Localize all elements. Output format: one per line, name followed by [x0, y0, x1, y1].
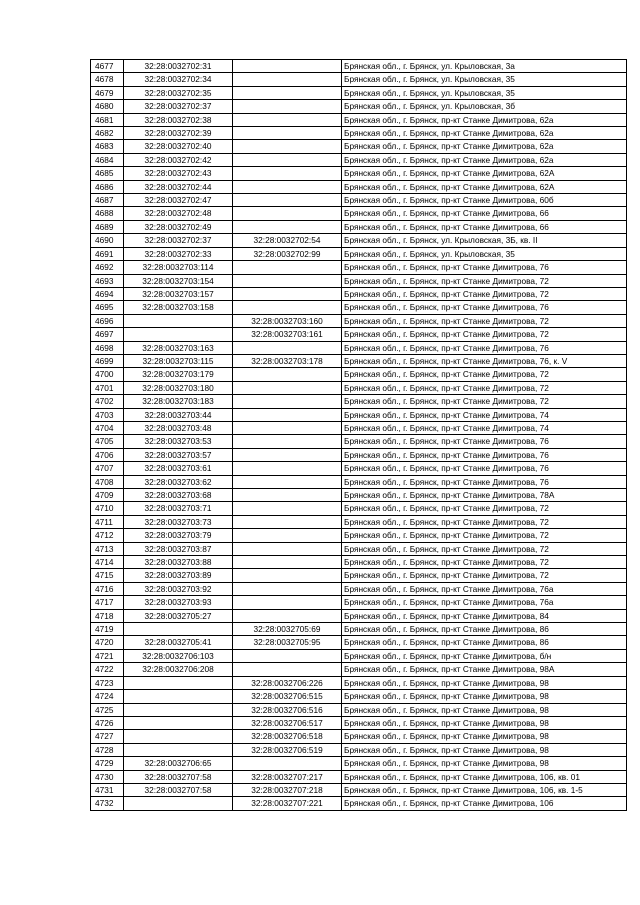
land-cadastral-number-cell: 32:28:0032707:58 — [124, 770, 233, 783]
address-cell: Брянская обл., г. Брянск, пр-кт Станке Димитрова, 76, к. V — [342, 354, 627, 367]
table-row — [91, 663, 627, 676]
object-cadastral-number-cell — [233, 60, 342, 73]
row-number-cell: 4702 — [91, 395, 124, 408]
address-cell: Брянская обл., г. Брянск, пр-кт Станке Димитрова, 72 — [342, 287, 627, 300]
row-number-cell: 4706 — [91, 448, 124, 461]
land-cadastral-number-cell: 32:28:0032703:68 — [124, 489, 233, 502]
land-cadastral-number-cell: 32:28:0032703:154 — [124, 274, 233, 287]
table-row — [91, 797, 627, 810]
table-row — [91, 180, 627, 193]
land-cadastral-number-cell: 32:28:0032702:37 — [124, 234, 233, 247]
address-cell: Брянская обл., г. Брянск, пр-кт Станке Димитрова, 72 — [342, 328, 627, 341]
address-cell: Брянская обл., г. Брянск, пр-кт Станке Димитрова, 72 — [342, 274, 627, 287]
address-cell: Брянская обл., г. Брянск, пр-кт Станке Димитрова, 72 — [342, 569, 627, 582]
object-cadastral-number-cell — [233, 287, 342, 300]
row-number-cell: 4712 — [91, 529, 124, 542]
table-row — [91, 274, 627, 287]
row-number-cell: 4731 — [91, 783, 124, 796]
table-row — [91, 127, 627, 140]
table-row — [91, 582, 627, 595]
address-cell: Брянская обл., г. Брянск, пр-кт Станке Димитрова, 72 — [342, 556, 627, 569]
table-row — [91, 757, 627, 770]
row-number-cell: 4725 — [91, 703, 124, 716]
table-row — [91, 676, 627, 689]
object-cadastral-number-cell — [233, 649, 342, 662]
row-number-cell: 4719 — [91, 623, 124, 636]
table-row — [91, 167, 627, 180]
object-cadastral-number-cell: 32:28:0032702:54 — [233, 234, 342, 247]
row-number-cell: 4726 — [91, 716, 124, 729]
land-cadastral-number-cell: 32:28:0032702:49 — [124, 220, 233, 233]
address-cell: Брянская обл., г. Брянск, ул. Крыловская, 3б — [342, 100, 627, 113]
object-cadastral-number-cell: 32:28:0032707:217 — [233, 770, 342, 783]
address-cell: Брянская обл., г. Брянск, пр-кт Станке Димитрова, 76 — [342, 475, 627, 488]
object-cadastral-number-cell: 32:28:0032706:226 — [233, 676, 342, 689]
row-number-cell: 4723 — [91, 676, 124, 689]
address-cell: Брянская обл., г. Брянск, пр-кт Станке Димитрова, 76 — [342, 462, 627, 475]
row-number-cell: 4700 — [91, 368, 124, 381]
row-number-cell: 4714 — [91, 556, 124, 569]
property-register-table — [90, 59, 627, 811]
land-cadastral-number-cell: 32:28:0032706:208 — [124, 663, 233, 676]
land-cadastral-number-cell: 32:28:0032703:57 — [124, 448, 233, 461]
row-number-cell: 4717 — [91, 596, 124, 609]
land-cadastral-number-cell: 32:28:0032703:79 — [124, 529, 233, 542]
object-cadastral-number-cell — [233, 542, 342, 555]
table-row — [91, 354, 627, 367]
object-cadastral-number-cell: 32:28:0032702:99 — [233, 247, 342, 260]
land-cadastral-number-cell: 32:28:0032703:163 — [124, 341, 233, 354]
table-row — [91, 86, 627, 99]
land-cadastral-number-cell: 32:28:0032703:89 — [124, 569, 233, 582]
row-number-cell: 4705 — [91, 435, 124, 448]
land-cadastral-number-cell: 32:28:0032702:43 — [124, 167, 233, 180]
row-number-cell: 4698 — [91, 341, 124, 354]
address-cell: Брянская обл., г. Брянск, пр-кт Станке Димитрова, 62а — [342, 127, 627, 140]
table-row — [91, 207, 627, 220]
table-row — [91, 569, 627, 582]
object-cadastral-number-cell — [233, 140, 342, 153]
land-cadastral-number-cell: 32:28:0032702:47 — [124, 194, 233, 207]
land-cadastral-number-cell — [124, 716, 233, 729]
object-cadastral-number-cell — [233, 301, 342, 314]
address-cell: Брянская обл., г. Брянск, пр-кт Станке Димитрова, 86 — [342, 623, 627, 636]
row-number-cell: 4732 — [91, 797, 124, 810]
table-row — [91, 220, 627, 233]
row-number-cell: 4690 — [91, 234, 124, 247]
land-cadastral-number-cell: 32:28:0032703:48 — [124, 421, 233, 434]
table-row — [91, 368, 627, 381]
address-cell: Брянская обл., г. Брянск, пр-кт Станке Димитрова, 76 — [342, 448, 627, 461]
land-cadastral-number-cell: 32:28:0032707:58 — [124, 783, 233, 796]
land-cadastral-number-cell — [124, 314, 233, 327]
table-row — [91, 448, 627, 461]
address-cell: Брянская обл., г. Брянск, пр-кт Станке Димитрова, 62А — [342, 167, 627, 180]
table-row — [91, 153, 627, 166]
table-row — [91, 636, 627, 649]
row-number-cell: 4707 — [91, 462, 124, 475]
address-cell: Брянская обл., г. Брянск, пр-кт Станке Димитрова, 74 — [342, 421, 627, 434]
object-cadastral-number-cell — [233, 100, 342, 113]
land-cadastral-number-cell: 32:28:0032703:44 — [124, 408, 233, 421]
object-cadastral-number-cell — [233, 529, 342, 542]
address-cell: Брянская обл., г. Брянск, пр-кт Станке Димитрова, 76 — [342, 261, 627, 274]
address-cell: Брянская обл., г. Брянск, пр-кт Станке Димитрова, б/н — [342, 649, 627, 662]
land-cadastral-number-cell: 32:28:0032703:61 — [124, 462, 233, 475]
land-cadastral-number-cell: 32:28:0032703:71 — [124, 502, 233, 515]
land-cadastral-number-cell: 32:28:0032703:87 — [124, 542, 233, 555]
address-cell: Брянская обл., г. Брянск, пр-кт Станке Димитрова, 72 — [342, 542, 627, 555]
object-cadastral-number-cell — [233, 596, 342, 609]
table-row — [91, 60, 627, 73]
table-row — [91, 73, 627, 86]
object-cadastral-number-cell — [233, 194, 342, 207]
land-cadastral-number-cell: 32:28:0032702:44 — [124, 180, 233, 193]
table-row — [91, 234, 627, 247]
table-row — [91, 462, 627, 475]
object-cadastral-number-cell: 32:28:0032707:218 — [233, 783, 342, 796]
land-cadastral-number-cell — [124, 703, 233, 716]
address-cell: Брянская обл., г. Брянск, пр-кт Станке Димитрова, 98 — [342, 703, 627, 716]
row-number-cell: 4730 — [91, 770, 124, 783]
table-row — [91, 502, 627, 515]
row-number-cell: 4681 — [91, 113, 124, 126]
row-number-cell: 4678 — [91, 73, 124, 86]
row-number-cell: 4691 — [91, 247, 124, 260]
land-cadastral-number-cell — [124, 730, 233, 743]
table-row — [91, 247, 627, 260]
row-number-cell: 4696 — [91, 314, 124, 327]
object-cadastral-number-cell — [233, 153, 342, 166]
object-cadastral-number-cell: 32:28:0032703:160 — [233, 314, 342, 327]
table-row — [91, 770, 627, 783]
object-cadastral-number-cell: 32:28:0032705:69 — [233, 623, 342, 636]
address-cell: Брянская обл., г. Брянск, пр-кт Станке Димитрова, 98А — [342, 663, 627, 676]
address-cell: Брянская обл., г. Брянск, пр-кт Станке Димитрова, 86 — [342, 636, 627, 649]
row-number-cell: 4721 — [91, 649, 124, 662]
land-cadastral-number-cell: 32:28:0032703:92 — [124, 582, 233, 595]
address-cell: Брянская обл., г. Брянск, ул. Крыловская, 35 — [342, 86, 627, 99]
object-cadastral-number-cell: 32:28:0032706:516 — [233, 703, 342, 716]
land-cadastral-number-cell: 32:28:0032703:183 — [124, 395, 233, 408]
address-cell: Брянская обл., г. Брянск, пр-кт Станке Димитрова, 72 — [342, 529, 627, 542]
land-cadastral-number-cell: 32:28:0032702:40 — [124, 140, 233, 153]
object-cadastral-number-cell — [233, 220, 342, 233]
object-cadastral-number-cell — [233, 207, 342, 220]
object-cadastral-number-cell — [233, 341, 342, 354]
object-cadastral-number-cell: 32:28:0032706:515 — [233, 690, 342, 703]
row-number-cell: 4703 — [91, 408, 124, 421]
row-number-cell: 4694 — [91, 287, 124, 300]
row-number-cell: 4685 — [91, 167, 124, 180]
address-cell: Брянская обл., г. Брянск, пр-кт Станке Димитрова, 98 — [342, 743, 627, 756]
land-cadastral-number-cell: 32:28:0032703:62 — [124, 475, 233, 488]
land-cadastral-number-cell: 32:28:0032702:33 — [124, 247, 233, 260]
table-row — [91, 435, 627, 448]
address-cell: Брянская обл., г. Брянск, пр-кт Станке Димитрова, 76 — [342, 435, 627, 448]
object-cadastral-number-cell — [233, 368, 342, 381]
address-cell: Брянская обл., г. Брянск, ул. Крыловская, 35 — [342, 247, 627, 260]
object-cadastral-number-cell — [233, 448, 342, 461]
table-row — [91, 542, 627, 555]
land-cadastral-number-cell — [124, 797, 233, 810]
row-number-cell: 4692 — [91, 261, 124, 274]
land-cadastral-number-cell: 32:28:0032703:157 — [124, 287, 233, 300]
land-cadastral-number-cell: 32:28:0032702:35 — [124, 86, 233, 99]
table-row — [91, 475, 627, 488]
land-cadastral-number-cell: 32:28:0032706:65 — [124, 757, 233, 770]
land-cadastral-number-cell: 32:28:0032702:34 — [124, 73, 233, 86]
land-cadastral-number-cell: 32:28:0032703:93 — [124, 596, 233, 609]
address-cell: Брянская обл., г. Брянск, пр-кт Станке Димитрова, 72 — [342, 395, 627, 408]
address-cell: Брянская обл., г. Брянск, пр-кт Станке Димитрова, 72 — [342, 368, 627, 381]
address-cell: Брянская обл., г. Брянск, пр-кт Станке Димитрова, 62а — [342, 113, 627, 126]
document-page — [90, 59, 627, 811]
row-number-cell: 4716 — [91, 582, 124, 595]
row-number-cell: 4728 — [91, 743, 124, 756]
object-cadastral-number-cell — [233, 663, 342, 676]
table-row — [91, 596, 627, 609]
address-cell: Брянская обл., г. Брянск, пр-кт Станке Димитрова, 72 — [342, 314, 627, 327]
row-number-cell: 4722 — [91, 663, 124, 676]
row-number-cell: 4689 — [91, 220, 124, 233]
object-cadastral-number-cell — [233, 167, 342, 180]
address-cell: Брянская обл., г. Брянск, пр-кт Станке Димитрова, 76 — [342, 301, 627, 314]
address-cell: Брянская обл., г. Брянск, пр-кт Станке Димитрова, 106 — [342, 797, 627, 810]
object-cadastral-number-cell — [233, 127, 342, 140]
address-cell: Брянская обл., г. Брянск, пр-кт Станке Димитрова, 72 — [342, 515, 627, 528]
address-cell: Брянская обл., г. Брянск, ул. Крыловская, 3а — [342, 60, 627, 73]
address-cell: Брянская обл., г. Брянск, пр-кт Станке Димитрова, 84 — [342, 609, 627, 622]
land-cadastral-number-cell: 32:28:0032703:115 — [124, 354, 233, 367]
row-number-cell: 4684 — [91, 153, 124, 166]
object-cadastral-number-cell — [233, 489, 342, 502]
table-row — [91, 140, 627, 153]
address-cell: Брянская обл., г. Брянск, ул. Крыловская, 3Б, кв. II — [342, 234, 627, 247]
land-cadastral-number-cell: 32:28:0032702:48 — [124, 207, 233, 220]
address-cell: Брянская обл., г. Брянск, пр-кт Станке Димитрова, 78А — [342, 489, 627, 502]
land-cadastral-number-cell: 32:28:0032703:158 — [124, 301, 233, 314]
table-row — [91, 743, 627, 756]
address-cell: Брянская обл., г. Брянск, пр-кт Станке Димитрова, 76а — [342, 582, 627, 595]
row-number-cell: 4729 — [91, 757, 124, 770]
land-cadastral-number-cell: 32:28:0032703:114 — [124, 261, 233, 274]
row-number-cell: 4683 — [91, 140, 124, 153]
object-cadastral-number-cell — [233, 408, 342, 421]
object-cadastral-number-cell — [233, 395, 342, 408]
object-cadastral-number-cell: 32:28:0032706:518 — [233, 730, 342, 743]
table-row — [91, 381, 627, 394]
row-number-cell: 4688 — [91, 207, 124, 220]
row-number-cell: 4695 — [91, 301, 124, 314]
address-cell: Брянская обл., г. Брянск, пр-кт Станке Димитрова, 62а — [342, 140, 627, 153]
table-row — [91, 395, 627, 408]
table-row — [91, 287, 627, 300]
row-number-cell: 4686 — [91, 180, 124, 193]
table-row — [91, 408, 627, 421]
table-row — [91, 690, 627, 703]
address-cell: Брянская обл., г. Брянск, пр-кт Станке Димитрова, 98 — [342, 676, 627, 689]
row-number-cell: 4715 — [91, 569, 124, 582]
table-row — [91, 489, 627, 502]
address-cell: Брянская обл., г. Брянск, пр-кт Станке Димитрова, 60б — [342, 194, 627, 207]
address-cell: Брянская обл., г. Брянск, пр-кт Станке Димитрова, 74 — [342, 408, 627, 421]
row-number-cell: 4697 — [91, 328, 124, 341]
object-cadastral-number-cell — [233, 569, 342, 582]
object-cadastral-number-cell — [233, 86, 342, 99]
row-number-cell: 4710 — [91, 502, 124, 515]
row-number-cell: 4677 — [91, 60, 124, 73]
row-number-cell: 4704 — [91, 421, 124, 434]
object-cadastral-number-cell — [233, 381, 342, 394]
table-row — [91, 421, 627, 434]
object-cadastral-number-cell — [233, 274, 342, 287]
land-cadastral-number-cell: 32:28:0032703:180 — [124, 381, 233, 394]
object-cadastral-number-cell — [233, 180, 342, 193]
object-cadastral-number-cell — [233, 435, 342, 448]
table-row — [91, 341, 627, 354]
table-row — [91, 556, 627, 569]
table-row — [91, 261, 627, 274]
table-row — [91, 529, 627, 542]
table-row — [91, 100, 627, 113]
row-number-cell: 4727 — [91, 730, 124, 743]
row-number-cell: 4720 — [91, 636, 124, 649]
table-row — [91, 194, 627, 207]
table-row — [91, 649, 627, 662]
land-cadastral-number-cell — [124, 623, 233, 636]
object-cadastral-number-cell: 32:28:0032703:178 — [233, 354, 342, 367]
table-row — [91, 301, 627, 314]
object-cadastral-number-cell: 32:28:0032706:517 — [233, 716, 342, 729]
object-cadastral-number-cell — [233, 261, 342, 274]
land-cadastral-number-cell — [124, 743, 233, 756]
object-cadastral-number-cell: 32:28:0032707:221 — [233, 797, 342, 810]
object-cadastral-number-cell — [233, 421, 342, 434]
row-number-cell: 4701 — [91, 381, 124, 394]
address-cell: Брянская обл., г. Брянск, пр-кт Станке Димитрова, 98 — [342, 730, 627, 743]
land-cadastral-number-cell: 32:28:0032702:39 — [124, 127, 233, 140]
object-cadastral-number-cell — [233, 556, 342, 569]
address-cell: Брянская обл., г. Брянск, ул. Крыловская, 35 — [342, 73, 627, 86]
land-cadastral-number-cell: 32:28:0032702:37 — [124, 100, 233, 113]
row-number-cell: 4709 — [91, 489, 124, 502]
object-cadastral-number-cell — [233, 609, 342, 622]
row-number-cell: 4682 — [91, 127, 124, 140]
table-row — [91, 783, 627, 796]
address-cell: Брянская обл., г. Брянск, пр-кт Станке Димитрова, 76а — [342, 596, 627, 609]
land-cadastral-number-cell: 32:28:0032705:27 — [124, 609, 233, 622]
object-cadastral-number-cell: 32:28:0032703:161 — [233, 328, 342, 341]
land-cadastral-number-cell: 32:28:0032703:53 — [124, 435, 233, 448]
table-row — [91, 515, 627, 528]
row-number-cell: 4724 — [91, 690, 124, 703]
land-cadastral-number-cell: 32:28:0032702:38 — [124, 113, 233, 126]
land-cadastral-number-cell: 32:28:0032702:31 — [124, 60, 233, 73]
address-cell: Брянская обл., г. Брянск, пр-кт Станке Димитрова, 98 — [342, 757, 627, 770]
row-number-cell: 4718 — [91, 609, 124, 622]
land-cadastral-number-cell: 32:28:0032703:73 — [124, 515, 233, 528]
row-number-cell: 4708 — [91, 475, 124, 488]
address-cell: Брянская обл., г. Брянск, пр-кт Станке Димитрова, 106, кв. 01 — [342, 770, 627, 783]
object-cadastral-number-cell — [233, 73, 342, 86]
object-cadastral-number-cell — [233, 502, 342, 515]
address-cell: Брянская обл., г. Брянск, пр-кт Станке Димитрова, 62А — [342, 180, 627, 193]
row-number-cell: 4699 — [91, 354, 124, 367]
address-cell: Брянская обл., г. Брянск, пр-кт Станке Димитрова, 72 — [342, 381, 627, 394]
land-cadastral-number-cell — [124, 676, 233, 689]
table-row — [91, 703, 627, 716]
address-cell: Брянская обл., г. Брянск, пр-кт Станке Димитрова, 98 — [342, 690, 627, 703]
row-number-cell: 4687 — [91, 194, 124, 207]
table-row — [91, 730, 627, 743]
row-number-cell: 4679 — [91, 86, 124, 99]
table-row — [91, 623, 627, 636]
table-row — [91, 314, 627, 327]
row-number-cell: 4713 — [91, 542, 124, 555]
land-cadastral-number-cell — [124, 690, 233, 703]
address-cell: Брянская обл., г. Брянск, пр-кт Станке Димитрова, 98 — [342, 716, 627, 729]
land-cadastral-number-cell: 32:28:0032703:179 — [124, 368, 233, 381]
table-row — [91, 716, 627, 729]
row-number-cell: 4711 — [91, 515, 124, 528]
row-number-cell: 4693 — [91, 274, 124, 287]
object-cadastral-number-cell — [233, 475, 342, 488]
row-number-cell: 4680 — [91, 100, 124, 113]
land-cadastral-number-cell — [124, 328, 233, 341]
address-cell: Брянская обл., г. Брянск, пр-кт Станке Димитрова, 72 — [342, 502, 627, 515]
land-cadastral-number-cell: 32:28:0032703:88 — [124, 556, 233, 569]
address-cell: Брянская обл., г. Брянск, пр-кт Станке Димитрова, 106, кв. 1-5 — [342, 783, 627, 796]
land-cadastral-number-cell: 32:28:0032706:103 — [124, 649, 233, 662]
address-cell: Брянская обл., г. Брянск, пр-кт Станке Димитрова, 76 — [342, 341, 627, 354]
address-cell: Брянская обл., г. Брянск, пр-кт Станке Димитрова, 66 — [342, 220, 627, 233]
table-row — [91, 328, 627, 341]
object-cadastral-number-cell: 32:28:0032706:519 — [233, 743, 342, 756]
table-row — [91, 609, 627, 622]
object-cadastral-number-cell: 32:28:0032705:95 — [233, 636, 342, 649]
address-cell: Брянская обл., г. Брянск, пр-кт Станке Димитрова, 62а — [342, 153, 627, 166]
land-cadastral-number-cell: 32:28:0032702:42 — [124, 153, 233, 166]
object-cadastral-number-cell — [233, 582, 342, 595]
table-row — [91, 113, 627, 126]
table-body — [91, 60, 627, 811]
object-cadastral-number-cell — [233, 515, 342, 528]
object-cadastral-number-cell — [233, 113, 342, 126]
object-cadastral-number-cell — [233, 757, 342, 770]
address-cell: Брянская обл., г. Брянск, пр-кт Станке Димитрова, 66 — [342, 207, 627, 220]
object-cadastral-number-cell — [233, 462, 342, 475]
land-cadastral-number-cell: 32:28:0032705:41 — [124, 636, 233, 649]
